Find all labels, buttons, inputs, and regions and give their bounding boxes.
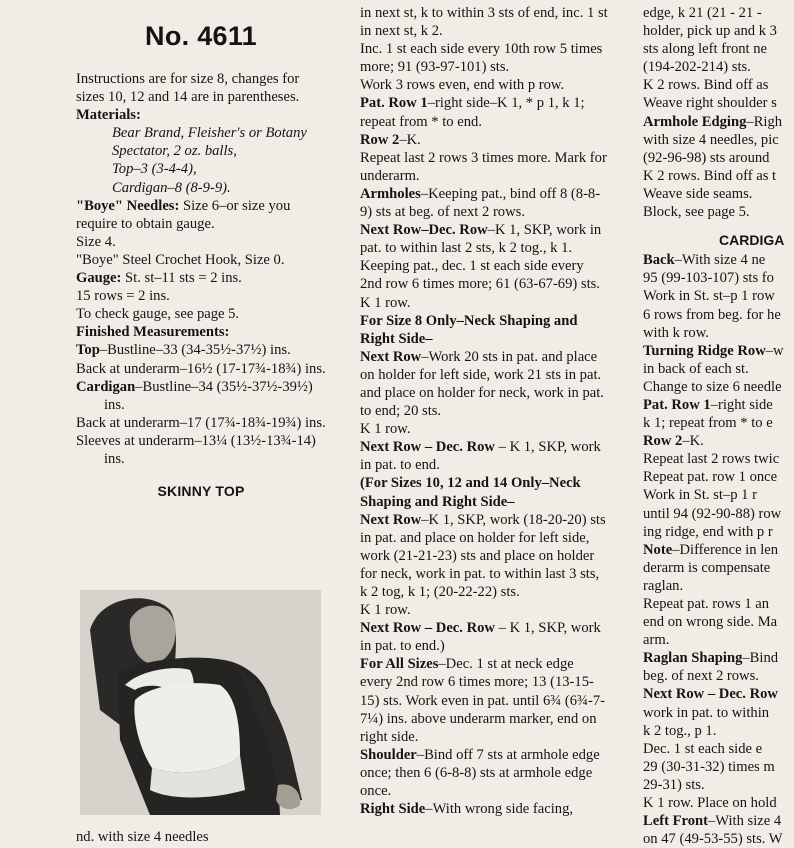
rows-line: 15 rows = 2 ins. [76,288,170,305]
c2-line-1: in next st, k to within 3 sts of end, inc. 1 st in next st, k 2. [360,5,608,40]
left-front-text: –With size 4 [707,813,782,830]
c3-pat-row-1-text: –right side [710,396,773,413]
column-right [643,4,794,848]
hook-line: "Boye" Steel Crochet Hook, Size 0. [76,251,285,268]
next-row-4 [360,619,608,655]
materials-yarn: Bear Brand, Fleisher's or Botany Spectator, 2 oz. balls, [112,125,307,160]
note-text: –Difference in len [672,541,779,558]
right-side-text: –With wrong side facing, [425,801,574,818]
needles-text: Size 6–or size you require to obtain gauge. [76,197,291,232]
armholes-label: Armholes [360,185,421,202]
top-label: Top [76,342,100,359]
c3-line-26: Repeat pat. rows 1 an [643,596,770,612]
model-photo [80,590,321,815]
c3-line-10: Weave side seams. [643,185,753,202]
c3-line-9: K 2 rows. Bind off as t [643,167,777,184]
armholes-text: –Keeping pat., bind off 8 (8-8-9) sts at beg. of next 2 rows. [360,185,601,221]
top-bustline [76,341,326,359]
top-bustline-text: –Bustline–33 (34-35½-37½) ins. [99,342,291,359]
c3-line-3: sts along left front ne [643,41,768,58]
check-gauge-line: To check gauge, see page 5. [76,306,240,323]
intro-text: Instructions are for size 8, changes for sizes 10, 12 and 14 are in parentheses. [76,71,300,106]
finished-measurements-label: Finished Measurements: [76,324,230,341]
c3-line-11: Block, see page 5. [643,204,750,221]
right-side-label: Right Side [360,801,426,818]
c3-line-32: Dec. 1 st each side e [643,740,763,757]
row-2 [360,131,608,149]
next-row-dec [360,221,608,257]
next-row-1 [360,348,608,420]
pattern-number-title: No. 4611 [145,21,257,51]
back-label: Back [643,252,675,269]
top-back-underarm: Back at underarm–16½ (17-17¾-18¾) ins. [76,360,326,377]
column-left [76,0,326,528]
c3-row-2-text: –K. [682,433,704,450]
cardigan-back-underarm: Back at underarm–17 (17¾-18¾-19¾) ins. [76,414,326,431]
gauge-label: Gauge: [76,270,122,287]
c3-line-23: ing ridge, end with p r [643,523,773,540]
photo-caption: nd. with size 4 needles [76,829,209,845]
needles-line [76,197,326,233]
c3-line-8: (92-96-98) sts around [643,149,770,166]
c2-line-5: Keeping pat., dec. 1 st each side every 2nd row 6 times more; 61 (63-67-69) sts. K 1 row. [360,258,600,311]
c3-line-19: Repeat last 2 rows twic [643,451,780,468]
c3-line-14: 6 rows from beg. for he [643,306,781,323]
c3-line-33: 29 (30-31-32) times m [643,758,775,775]
c3-line-13: Work in St. st–p 1 row [643,288,775,305]
shoulder-label: Shoulder [360,746,417,763]
c2-line-4: Repeat last 2 rows 3 times more. Mark for underarm. [360,149,607,184]
c3-line-24: derarm is compensate [643,559,771,576]
k1-row-b: K 1 row. [360,602,411,619]
sizes-10-14-heading: (For Sizes 10, 12 and 14 Only–Neck Shaping and Right Side– [360,475,581,510]
c3-line-36: on 47 (49-53-55) sts. W [643,831,783,848]
c3-next-row-dec: Next Row – Dec. Row [643,686,778,703]
note-label: Note [643,541,673,558]
c3-line-27: end on wrong side. Ma [643,614,778,631]
armhole-edging-text: –Righ [746,113,783,130]
c2-line-3: Work 3 rows even, end with p row. [360,77,565,94]
row-2-text: –K. [399,131,421,148]
c3-line-6: Weave right shoulder s [643,95,777,112]
right-side [360,800,608,818]
c3-line-35: K 1 row. Place on hold [643,795,777,812]
next-row-3 [360,511,608,601]
all-sizes-text: –Dec. 1 st at neck edge every 2nd row 6 times more; 13 (13-15-15) sts. Work even in pat. until 6¾ (6¾-7-7¼) ins. above underarm marker, end on right side. [360,656,605,745]
column-right-clip [643,4,794,848]
next-row-1-text: –Work 20 sts in pat. and place on holder for left side, work 21 sts in pat. and place on holder for neck, work in pat. to end; 20 sts. [360,348,604,420]
model-photo-illustration [80,590,321,815]
raglan-shaping-text: –Bind [742,650,779,667]
next-row-3-label: Next Row [360,511,422,528]
shoulder-text: –Bind off 7 sts at armhole edge once; then 6 (6-8-8) sts at armhole edge once. [360,746,600,800]
armhole-edging-label: Armhole Edging [643,113,747,130]
cardigan-bustline-text: –Bustline–34 (35½-37½-39½) ins. [104,378,313,413]
column-middle [360,4,608,818]
c3-pat-row-1 [643,396,794,414]
c3-line-16: in back of each st. [643,360,749,377]
c3-line-4: (194-202-214) sts. [643,59,751,76]
c3-pat-row-1-label: Pat. Row 1 [643,396,711,413]
back-text: –With size 4 ne [674,252,766,269]
left-front-label: Left Front [643,813,708,830]
all-sizes [360,655,608,745]
shoulder [360,746,608,800]
next-row-3-text: –K 1, SKP, work (18-20-20) sts in pat. and place on holder for left side, work (21-21-23) sts and place on holder for neck, work in pat. to within last 3 sts, k 2 tog, k 1; (20-22-22) sts. [360,511,606,600]
c3-row-2 [643,432,794,450]
c3-line-2: holder, pick up and k 3 [643,23,777,40]
c3-line-34: 29-31) sts. [643,776,705,793]
cardigan-label: Cardigan [76,378,136,395]
sleeves-underarm: Sleeves at underarm–13¼ (13½-13¾-14) ins. [76,432,316,467]
gauge-line [76,269,326,287]
turning-ridge-text: –w [765,342,784,359]
next-row-dec-label: Next Row–Dec. Row [360,222,488,239]
needles-label: "Boye" Needles: [76,197,180,214]
next-row-1-label: Next Row [360,348,422,365]
next-row-2-text: – K 1, SKP, work in pat. to end. [360,439,601,474]
materials-top: Top–3 (3-4-4), [112,161,197,178]
c3-row-2-label: Row 2 [643,433,683,450]
c3-line-18: k 1; repeat from * to e [643,415,773,432]
next-row-2 [360,438,608,474]
cardigan-bustline [76,378,326,414]
next-row-dec-text: –K 1, SKP, work in pat. to within last 2 sts, k 2 tog., k 1. [360,222,602,257]
gauge-text: St. st–11 sts = 2 ins. [121,270,242,287]
c3-line-21: Work in St. st–p 1 r [643,487,757,504]
back-line [643,251,794,269]
c3-line-5: K 2 rows. Bind off as [643,77,769,94]
k1-row-a: K 1 row. [360,421,411,438]
turning-ridge [643,342,794,360]
pat-row-1-label: Pat. Row 1 [360,95,428,112]
size-8-heading: For Size 8 Only–Neck Shaping and Right Side– [360,312,578,347]
armholes [360,185,608,221]
c3-line-22: until 94 (92-90-88) row [643,505,782,522]
all-sizes-label: For All Sizes [360,656,439,673]
c3-line-15: with k row. [643,324,709,341]
next-row-2-label: Next Row – Dec. Row [360,439,495,456]
c3-line-7: with size 4 needles, pic [643,131,779,148]
c3-line-28: arm. [643,632,670,649]
pat-row-1-text: –right side–K 1, * p 1, k 1; repeat from * to end. [360,95,585,130]
c3-line-1: edge, k 21 (21 - 21 - [643,5,762,21]
left-front [643,812,794,830]
skinny-top-heading: SKINNY TOP [157,483,245,500]
c3-line-29: beg. of next 2 rows. [643,668,759,685]
next-row-4-text: – K 1, SKP, work in pat. to end.) [360,620,601,655]
c3-line-12: 95 (99-103-107) sts fo [643,270,774,287]
turning-ridge-label: Turning Ridge Row [643,342,766,359]
c3-line-17: Change to size 6 needle [643,378,782,395]
armhole-edging [643,113,794,131]
c3-line-31: k 2 tog., p 1. [643,722,717,739]
c3-line-25: raglan. [643,577,684,594]
c3-line-20: Repeat pat. row 1 once [643,469,778,486]
materials-label: Materials: [76,107,141,124]
c2-line-2: Inc. 1 st each side every 10th row 5 times more; 91 (93-97-101) sts. [360,41,603,76]
materials-cardigan: Cardigan–8 (8-9-9). [112,179,231,196]
cardigan-heading: CARDIGA [719,232,785,249]
raglan-shaping-label: Raglan Shaping [643,650,743,667]
note-line [643,541,794,559]
pat-row-1 [360,94,608,130]
raglan-shaping [643,649,794,667]
next-row-4-label: Next Row – Dec. Row [360,620,495,637]
size4-line: Size 4. [76,233,116,250]
c3-line-30: work in pat. to within [643,704,770,721]
row-2-label: Row 2 [360,131,400,148]
